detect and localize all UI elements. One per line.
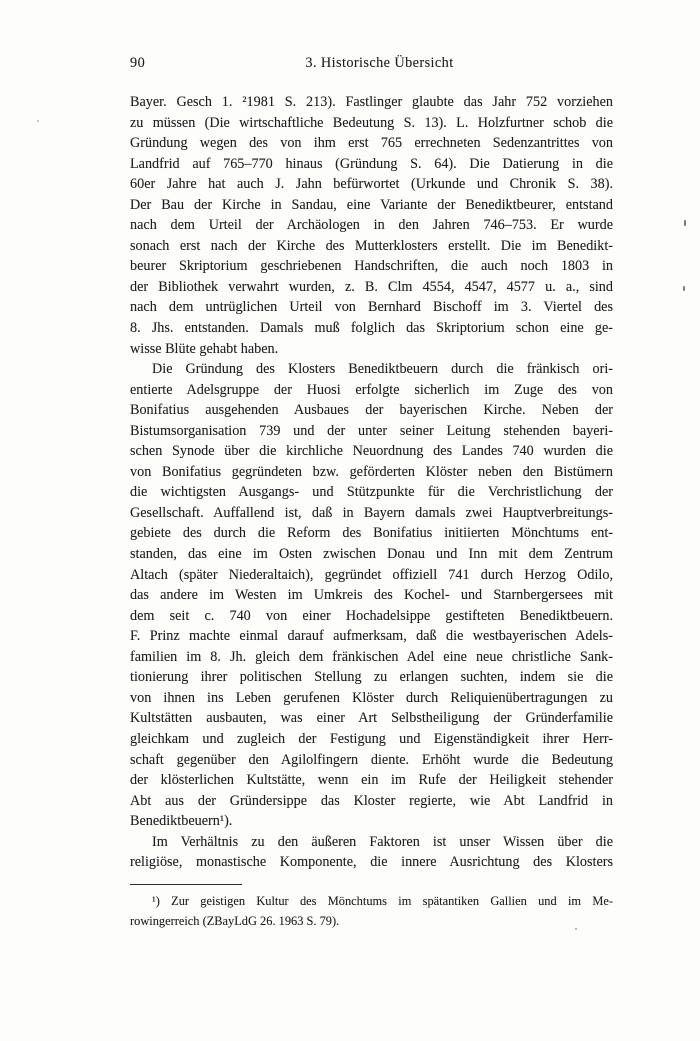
text-line: 60er Jahre hat auch J. Jahn befürwortet (Urkunde und Chronik S. 38). [130, 176, 613, 193]
scan-speck [37, 120, 39, 122]
text-line: familien im 8. Jh. gleich dem fränkischen Adel eine neue christliche Sank- [130, 648, 613, 665]
scan-speck [575, 928, 577, 930]
text-line: von Bonifatius gegründeten bzw. geförderten Klöster neben den Bistümern [130, 463, 613, 480]
scan-speck [683, 286, 685, 291]
text-line: schaft gegenüber den Agilolfingern diente. Erhöht wurde die Bedeutung [130, 751, 613, 768]
text-line: nach dem untrüglichen Urteil von Bernhard Bischoff im 3. Viertel des [130, 299, 613, 316]
text-line: rowingerreich (ZBayLdG 26. 1963 S. 79). [130, 913, 340, 928]
text-line: das andere im Westen im Umkreis des Kochel- und Starnbergersees mit [130, 587, 613, 604]
text-line: 8. Jhs. entstanden. Damals muß folglich das Skriptorium schon eine ge- [130, 320, 613, 337]
text-line: religiöse, monastische Komponente, die innere Ausrichtung des Klosters [130, 854, 613, 871]
footnote-section [130, 884, 613, 931]
text-line: zu müssen (Die wirtschaftliche Bedeutung S. 13). L. Holzfurtner schob die [130, 114, 613, 131]
text-line: Benediktbeuern¹). [130, 813, 233, 830]
text-line: Altach (später Niederaltaich), gegründet offiziell 741 durch Herzog Odilo, [130, 566, 613, 583]
text-line: nach dem Urteil der Archäologen in den Jahren 746–753. Er wurde [130, 217, 613, 234]
text-line: F. Prinz machte einmal darauf aufmerksam, daß die westbayerischen Adels- [130, 628, 613, 645]
scan-speck [684, 220, 686, 226]
text-line: die wichtigsten Ausgangs- und Stützpunkte für die Verchristlichung der [130, 484, 613, 501]
text-line: tionierung ihrer politischen Stellung zu erlangen suchten, indem sie die [130, 669, 613, 686]
text-line: beurer Skriptorium geschriebenen Handschriften, die auch noch 1803 in [130, 258, 613, 275]
text-line: der klösterlichen Kultstätte, wenn ein im Rufe der Heiligkeit stehender [130, 772, 613, 789]
text-line: standen, das eine im Osten zwischen Donau und Inn mit dem Zentrum [130, 546, 613, 563]
body-text [130, 92, 613, 873]
text-line: gleichkam und zugleich der Festigung und Eigenständigkeit ihrer Herr- [130, 730, 613, 747]
text-line: Abt aus der Gründersippe das Kloster regierte, wie Abt Landfrid in [130, 792, 613, 809]
text-line: Gesellschaft. Auffallend ist, daß in Bayern damals zwei Hauptverbreitungs- [130, 504, 613, 521]
text-line: wisse Blüte gehabt haben. [130, 340, 279, 357]
page-number: 90 [130, 55, 146, 71]
footnote-text [130, 892, 613, 931]
text-line: ¹) Zur geistigen Kultur des Mönchtums im spätantiken Gallien und im Me- [152, 894, 613, 908]
text-line: gebiete des durch die Reform des Bonifatius initiierten Mönchtums ent- [130, 525, 613, 542]
text-line: Bonifatius ausgehenden Ausbaues der bayerischen Kirche. Neben der [130, 402, 613, 419]
text-line: der Bibliothek verwahrt wurden, z. B. Clm 4554, 4547, 4577 u. a., sind [130, 278, 613, 295]
text-line: Der Bau der Kirche in Sandau, eine Variante der Benediktbeurer, entstand [130, 196, 613, 213]
text-line: Die Gründung des Klosters Benediktbeuern durch die fränkisch ori- [152, 361, 613, 378]
footnote-rule [130, 884, 242, 885]
text-line: dem seit c. 740 von einer Hochadelsippe gestifteten Benediktbeuern. [130, 607, 613, 624]
text-line: Bayer. Gesch 1. ²1981 S. 213). Fastlinger glaubte das Jahr 752 vorziehen [130, 94, 613, 110]
text-line: von ihnen ins Leben gerufenen Klöster durch Reliquienübertragungen zu [130, 689, 613, 706]
text-line: Kultstätten ausbauten, was einer Art Selbstheiligung der Gründerfamilie [130, 710, 613, 727]
text-line: sonach erst nach der Kirche des Mutterklosters erstellt. Die im Benedikt- [130, 237, 613, 254]
running-header [130, 55, 613, 75]
text-line: schen Synode über die kirchliche Neuordnung des Landes 740 wurden die [130, 443, 613, 460]
text-line: entierte Adelsgruppe der Huosi erfolgte sicherlich im Zuge des von [130, 381, 613, 398]
text-line: Im Verhältnis zu den äußeren Faktoren ist unser Wissen über die [152, 833, 613, 850]
chapter-header-title: 3. Historische Übersicht [305, 55, 454, 71]
text-line: Bistumsorganisation 739 und der unter seiner Leitung stehenden bayeri- [130, 422, 613, 439]
text-line: Gründung wegen des von ihm erst 765 errechneten Sedenzantrittes von [130, 135, 613, 152]
text-line: Landfrid auf 765–770 hinaus (Gründung S. 64). Die Datierung in die [130, 155, 613, 172]
